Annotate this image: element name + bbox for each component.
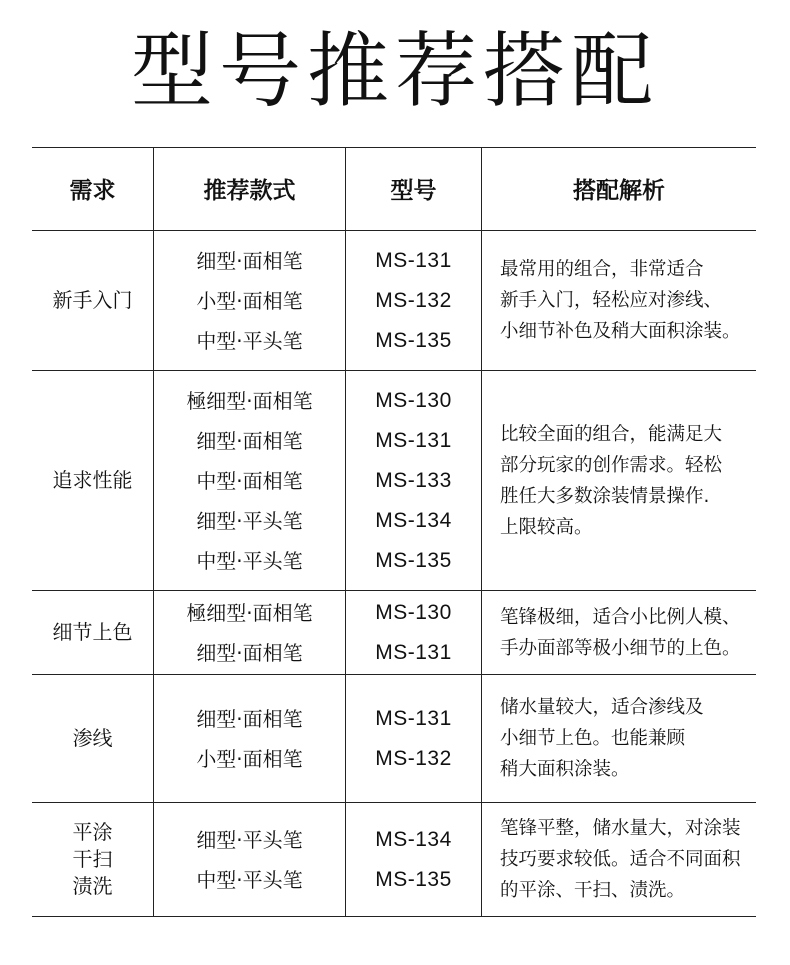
analysis-line: 的平涂、干扫、渍洗。 [500, 880, 686, 901]
need-label: 新手入门 [52, 288, 133, 312]
header-cell-analysis [482, 147, 756, 230]
model-number: MS-135 [375, 328, 452, 352]
analysis-line: 手办面部等极小细节的上色。 [500, 637, 741, 659]
need-cell [32, 231, 153, 370]
brush-style: 细型·面相笔 [196, 640, 303, 665]
style-cell [154, 371, 345, 590]
need-label: 干扫 [72, 847, 113, 871]
brush-style: 小型·面相笔 [196, 288, 303, 313]
model-number: MS-131 [375, 248, 452, 272]
style-cell [154, 591, 345, 674]
model-number: MS-131 [375, 640, 452, 664]
analysis-line: 笔锋平整，储水量大，对涂装 [500, 818, 741, 839]
brush-style: 细型·平头笔 [196, 508, 303, 533]
header-model: 型号 [390, 178, 437, 204]
need-cell [32, 371, 153, 590]
header-cell-need [32, 147, 153, 230]
recommendation-table [32, 147, 756, 917]
need-label: 细节上色 [52, 620, 133, 644]
brush-style: 中型·平头笔 [196, 867, 303, 892]
model-number: MS-134 [375, 508, 452, 532]
need-label: 追求性能 [52, 468, 133, 492]
analysis-line: 小细节补色及稍大面积涂装。 [500, 321, 741, 342]
model-number: MS-133 [375, 468, 452, 492]
brush-style: 中型·面相笔 [196, 468, 303, 493]
analysis-line: 笔锋极细，适合小比例人模、 [500, 606, 741, 628]
analysis-cell [482, 371, 756, 590]
analysis-line: 稍大面积涂装。 [500, 759, 630, 780]
analysis-line: 比较全面的组合，能满足大 [500, 423, 723, 445]
brush-style: 细型·面相笔 [196, 428, 303, 453]
header-style: 推荐款式 [203, 178, 296, 204]
analysis-line: 最常用的组合，非常适合 [500, 259, 704, 280]
style-cell [154, 803, 345, 916]
brush-style: 極细型·面相笔 [186, 600, 313, 625]
model-cell [346, 231, 481, 370]
header-cell-model [346, 147, 481, 230]
analysis-cell [482, 803, 756, 916]
brush-style: 细型·平头笔 [196, 827, 303, 852]
brush-style: 中型·平头笔 [196, 548, 303, 573]
brush-style: 極细型·面相笔 [186, 388, 313, 413]
table-line [32, 916, 756, 917]
analysis-line: 胜任大多数涂装情景操作. [500, 485, 710, 507]
need-cell [32, 675, 153, 802]
model-number: MS-130 [375, 388, 452, 412]
model-number: MS-130 [375, 600, 452, 624]
need-label: 渍洗 [72, 874, 113, 898]
analysis-cell [482, 675, 756, 802]
model-number: MS-135 [375, 867, 452, 891]
analysis-cell [482, 591, 756, 674]
style-cell [154, 675, 345, 802]
brush-style: 细型·面相笔 [196, 706, 303, 731]
analysis-line: 储水量较大，适合渗线及 [500, 697, 704, 718]
model-number: MS-135 [375, 548, 452, 572]
analysis-line: 新手入门，轻松应对渗线、 [500, 290, 723, 311]
header-need: 需求 [69, 178, 116, 204]
need-label: 渗线 [72, 726, 113, 750]
style-cell [154, 231, 345, 370]
need-cell [32, 803, 153, 916]
need-cell [32, 591, 153, 674]
page-title: 型号推荐搭配 [130, 24, 659, 119]
model-number: MS-134 [375, 827, 452, 851]
analysis-line: 技巧要求较低。适合不同面积 [500, 849, 741, 870]
analysis-line: 部分玩家的创作需求。轻松 [500, 454, 723, 476]
brush-style: 细型·面相笔 [196, 248, 303, 273]
need-label: 平涂 [72, 820, 113, 844]
header-analysis: 搭配解析 [573, 178, 665, 204]
model-number: MS-132 [375, 746, 452, 770]
analysis-line: 上限较高。 [500, 516, 593, 538]
model-number: MS-131 [375, 706, 452, 730]
analysis-line: 小细节上色。也能兼顾 [500, 728, 686, 749]
model-cell [346, 371, 481, 590]
model-cell [346, 803, 481, 916]
brush-style: 中型·平头笔 [196, 328, 303, 353]
model-number: MS-131 [375, 428, 452, 452]
model-number: MS-132 [375, 288, 452, 312]
model-cell [346, 675, 481, 802]
analysis-cell [482, 231, 756, 370]
model-cell [346, 591, 481, 674]
header-cell-style [154, 147, 345, 230]
brush-style: 小型·面相笔 [196, 746, 303, 771]
